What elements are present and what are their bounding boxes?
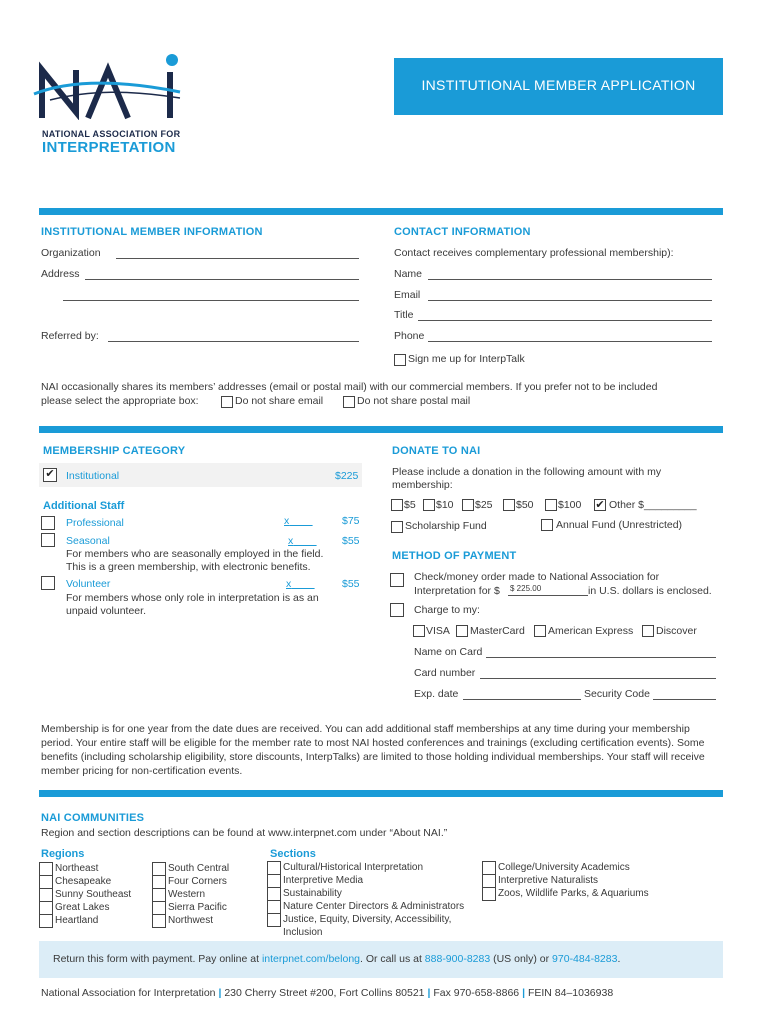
security-label: Security Code <box>584 688 650 700</box>
interptalk-checkbox[interactable] <box>394 354 406 366</box>
volunteer-desc2: unpaid volunteer. <box>66 605 146 617</box>
separator-3: | <box>522 987 526 999</box>
sections-heading: Sections <box>270 848 316 860</box>
discover-checkbox[interactable] <box>642 625 654 637</box>
section-cultural-checkbox[interactable] <box>267 861 281 875</box>
scholarship-label: Scholarship Fund <box>405 520 487 532</box>
name-on-card-field[interactable] <box>486 657 716 658</box>
donate-100-checkbox[interactable] <box>545 499 557 511</box>
visa-label: VISA <box>426 625 450 637</box>
annual-fund-checkbox[interactable] <box>541 519 553 531</box>
no-share-postal-checkbox[interactable] <box>343 396 355 408</box>
card-number-field[interactable] <box>480 678 716 679</box>
divider-mid <box>39 426 723 433</box>
check-line2-pre: Interpretation for $ <box>414 585 500 597</box>
volunteer-desc1: For members whose only role in interpretation is as an <box>66 592 319 604</box>
scholarship-checkbox[interactable] <box>391 521 403 533</box>
professional-qty[interactable]: x <box>284 515 290 527</box>
return-end: . <box>617 953 621 965</box>
donate-other-label: Other $_________ <box>609 499 697 511</box>
address-field[interactable] <box>85 279 359 280</box>
professional-label: Professional <box>66 517 124 529</box>
referred-by-label: Referred by: <box>41 330 99 342</box>
donate-note1: Please include a donation in the following amount with my <box>392 466 662 478</box>
name-field[interactable] <box>428 279 712 280</box>
return-pre: Return this form with payment. Pay online at <box>53 953 262 965</box>
region-heartland-label: Heartland <box>55 915 99 926</box>
region-sunny-southeast-label: Sunny Southeast <box>55 889 132 900</box>
volunteer-label: Volunteer <box>66 578 111 590</box>
amex-label: American Express <box>548 625 634 637</box>
region-great-lakes-checkbox[interactable] <box>39 901 53 915</box>
exp-label: Exp. date <box>414 688 459 700</box>
annual-fund-label: Annual Fund (Unrestricted) <box>556 519 683 531</box>
seasonal-desc1: For members who are seasonally employed in the field. <box>66 548 324 560</box>
contact-note: Contact receives complementary professional membership): <box>394 247 674 259</box>
security-field[interactable] <box>653 699 716 700</box>
phone-intl-link[interactable]: 970-484-8283 <box>552 953 618 965</box>
seasonal-desc2: This is a green membership, with electronic benefits. <box>66 561 311 573</box>
section-media-checkbox[interactable] <box>267 874 281 888</box>
discover-label: Discover <box>656 625 697 637</box>
payment-heading: METHOD OF PAYMENT <box>392 550 517 562</box>
donate-25-checkbox[interactable] <box>462 499 474 511</box>
check-amount-value: $ 225.00 <box>510 584 542 593</box>
region-western-checkbox[interactable] <box>152 888 166 902</box>
logo-line1: NATIONAL ASSOCIATION FOR <box>42 129 181 139</box>
region-sierra-pacific-label: Sierra Pacific <box>168 902 227 913</box>
additional-staff-heading: Additional Staff <box>43 500 125 512</box>
page-title: INSTITUTIONAL MEMBER APPLICATION <box>421 77 696 93</box>
mastercard-label: MasterCard <box>470 625 525 637</box>
address-field-2[interactable] <box>63 300 359 301</box>
donate-note2: membership: <box>392 479 453 491</box>
phone-label: Phone <box>394 330 425 342</box>
section-media-label: Interpretive Media <box>283 875 364 886</box>
address-line <box>41 987 613 999</box>
name-on-card-label: Name on Card <box>414 646 483 658</box>
professional-checkbox[interactable] <box>41 516 55 530</box>
email-label: Email <box>394 289 421 301</box>
institutional-checkbox[interactable] <box>43 468 57 482</box>
region-great-lakes-label: Great Lakes <box>55 902 110 913</box>
check-icon: ✔ <box>45 468 55 480</box>
seasonal-qty[interactable]: x <box>288 535 294 547</box>
volunteer-price: $55 <box>342 578 360 590</box>
title-label: Title <box>394 309 414 321</box>
referred-by-field[interactable] <box>108 341 359 342</box>
charge-label: Charge to my: <box>414 604 480 616</box>
region-chesapeake-checkbox[interactable] <box>39 875 53 889</box>
region-sunny-southeast-checkbox[interactable] <box>39 888 53 902</box>
no-share-postal-label: Do not share postal mail <box>357 395 471 407</box>
region-northwest-label: Northwest <box>168 915 214 926</box>
donate-50-label: $50 <box>516 499 534 511</box>
section-nature-center-checkbox[interactable] <box>267 900 281 914</box>
return-text <box>53 953 620 965</box>
separator-2: | <box>427 987 431 999</box>
share-notice-line2: please select the appropriate box: <box>41 395 199 407</box>
region-south-central-checkbox[interactable] <box>152 862 166 876</box>
address-label: Address <box>41 268 80 280</box>
organization-label: Organization <box>41 247 101 259</box>
professional-price: $75 <box>342 515 360 527</box>
region-northwest-checkbox[interactable] <box>152 914 166 928</box>
region-four-corners-label: Four Corners <box>168 876 227 887</box>
region-four-corners-checkbox[interactable] <box>152 875 166 889</box>
regions-heading: Regions <box>41 848 85 860</box>
section-sustainability-label: Sustainability <box>283 888 342 899</box>
divider-top <box>39 208 723 215</box>
card-number-label: Card number <box>414 667 476 679</box>
region-northeast-checkbox[interactable] <box>39 862 53 876</box>
donate-heading: DONATE TO NAI <box>392 445 481 457</box>
section-college-checkbox[interactable] <box>482 861 496 875</box>
contact-heading: CONTACT INFORMATION <box>394 226 531 238</box>
no-share-email-label: Do not share email <box>235 395 324 407</box>
nai-logo-mark <box>30 50 190 120</box>
donate-5-label: $5 <box>404 499 416 511</box>
institutional-price: $225 <box>335 470 359 482</box>
volunteer-qty[interactable]: x <box>286 578 292 590</box>
communities-heading: NAI COMMUNITIES <box>41 812 145 824</box>
title-banner <box>394 58 723 115</box>
membership-note-1: Membership is for one year from the date dues are received. You can add additional staff memberships at any time during your membership <box>41 723 690 735</box>
interptalk-label: Sign me up for InterpTalk <box>408 353 525 365</box>
mastercard-checkbox[interactable] <box>456 625 468 637</box>
exp-field[interactable] <box>463 699 581 700</box>
donate-5-checkbox[interactable] <box>391 499 403 511</box>
communities-note: Region and section descriptions can be found at www.interpnet.com under “About NAI.” <box>41 827 448 839</box>
section-nature-center-label: Nature Center Directors & Administrators <box>283 901 465 912</box>
title-field[interactable] <box>418 320 712 321</box>
belong-link[interactable]: interpnet.com/belong <box>261 953 361 965</box>
seasonal-label: Seasonal <box>66 535 110 547</box>
nai-logo <box>30 50 190 155</box>
organization-field[interactable] <box>116 258 359 259</box>
section-zoos-label: Zoos, Wildlife Parks, & Aquariums <box>498 888 649 899</box>
section-sustainability-checkbox[interactable] <box>267 887 281 901</box>
section-college-label: College/University Academics <box>498 862 630 873</box>
address-street: 230 Cherry Street #200, Fort Collins 80521 <box>224 987 425 999</box>
section-jedai-label: Justice, Equity, Diversity, Accessibility, <box>283 914 452 925</box>
donate-10-checkbox[interactable] <box>423 499 435 511</box>
check-payment-checkbox[interactable] <box>390 573 404 587</box>
email-field[interactable] <box>428 300 712 301</box>
address-fax: Fax 970-658-8866 <box>433 987 520 999</box>
membership-note-4: member pricing for non-certification events. <box>41 765 243 777</box>
donate-other-checkbox[interactable] <box>594 499 606 511</box>
amex-checkbox[interactable] <box>534 625 546 637</box>
section-zoos-checkbox[interactable] <box>482 887 496 901</box>
institutional-label: Institutional <box>66 470 120 482</box>
region-heartland-checkbox[interactable] <box>39 914 53 928</box>
visa-checkbox[interactable] <box>413 625 425 637</box>
donate-50-checkbox[interactable] <box>503 499 515 511</box>
region-western-label: Western <box>168 889 206 900</box>
region-south-central-label: South Central <box>168 863 230 874</box>
region-northeast-label: Northeast <box>55 863 99 874</box>
region-sierra-pacific-checkbox[interactable] <box>152 901 166 915</box>
logo-line2: INTERPRETATION <box>42 139 176 156</box>
donate-100-label: $100 <box>558 499 582 511</box>
check-amount-field[interactable] <box>508 584 588 596</box>
region-chesapeake-label: Chesapeake <box>55 876 112 887</box>
check-icon: ✔ <box>595 499 605 511</box>
name-label: Name <box>394 268 423 280</box>
donate-25-label: $25 <box>475 499 493 511</box>
section-jedai-checkbox[interactable] <box>267 913 281 927</box>
membership-note-2: period. Your entire staff will be eligible for the member rate to most NAI hosted conferences and trainings (excluding certification events). Some <box>41 737 705 749</box>
section-naturalists-label: Interpretive Naturalists <box>498 875 599 886</box>
address-fein: FEIN 84–1036938 <box>527 987 614 999</box>
charge-checkbox[interactable] <box>390 603 404 617</box>
volunteer-checkbox[interactable] <box>41 576 55 590</box>
membership-heading: MEMBERSHIP CATEGORY <box>43 445 186 457</box>
donate-10-label: $10 <box>436 499 454 511</box>
check-line2-post: in U.S. dollars is enclosed. <box>588 585 712 597</box>
separator-1: | <box>218 987 222 999</box>
check-line1: Check/money order made to National Association for <box>414 571 660 583</box>
no-share-email-checkbox[interactable] <box>221 396 233 408</box>
seasonal-checkbox[interactable] <box>41 533 55 547</box>
divider-bottom <box>39 790 723 797</box>
share-notice-line1: NAI occasionally shares its members’ addresses (email or postal mail) with our commercial members. If you prefer not to be included <box>41 381 658 393</box>
seasonal-price: $55 <box>342 535 360 547</box>
section-cultural-label: Cultural/Historical Interpretation <box>283 862 424 873</box>
phone-field[interactable] <box>428 341 712 342</box>
membership-note-3: benefits (including scholarship eligibility, store discounts, InterpTalks) are limited to those holding individual memberships. Your staff will receive <box>41 751 705 763</box>
section-naturalists-checkbox[interactable] <box>482 874 496 888</box>
phone-us-link[interactable]: 888-900-8283 <box>424 953 491 965</box>
member-info-heading: INSTITUTIONAL MEMBER INFORMATION <box>41 226 263 238</box>
return-mid2: (US only) or <box>490 953 553 965</box>
section-jedai-label-2: Inclusion <box>283 927 323 938</box>
address-org: National Association for Interpretation <box>41 987 216 999</box>
return-mid: . Or call us at <box>360 953 425 965</box>
